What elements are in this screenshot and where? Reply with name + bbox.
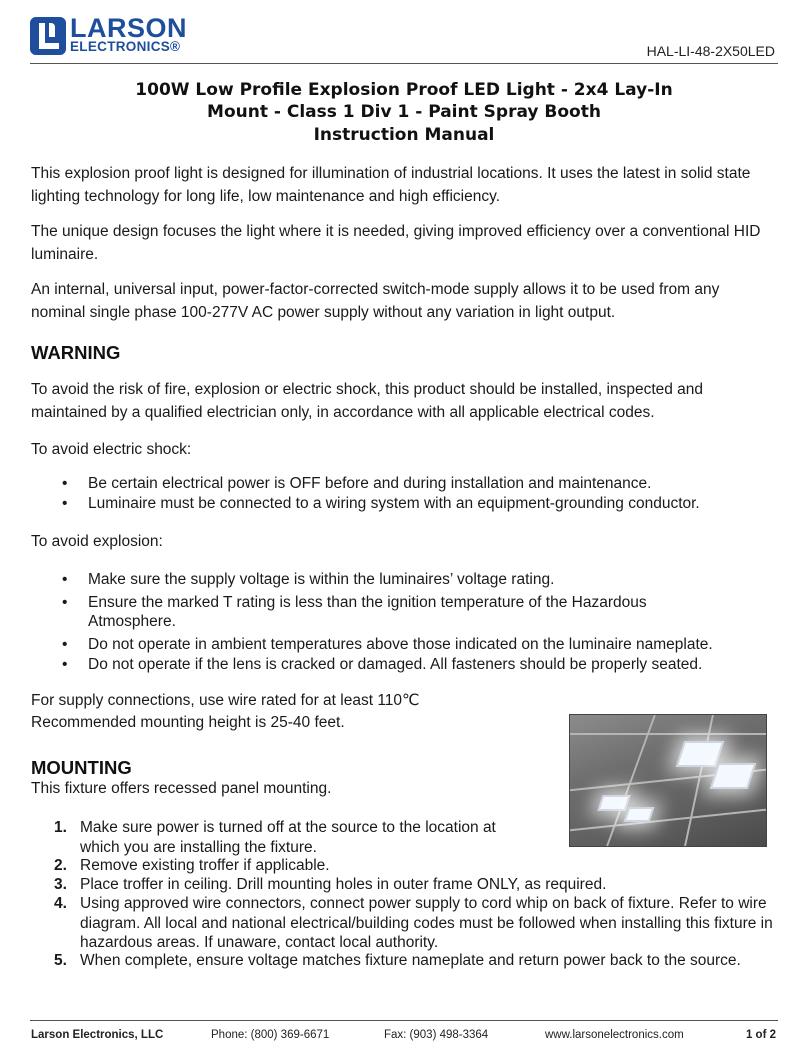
footer-phone: Phone: (800) 369-6671 (211, 1029, 330, 1041)
height-note: Recommended mounting height is 25-40 feet. (31, 714, 345, 731)
manual-page: LARSON ELECTRONICS® HAL-LI-48-2X50LED 100W Low Profile Explosion Proof LED Light - 2x4 Lay-In Mount - Class 1 Div 1 - Paint Spray Booth Instruction Manual This explosion proof light is designed for illumination of industrial locations. It uses the latest in solid state lighting technology for long life, low maintenance and high efficiency. The unique design focuses the light where it is needed, giving improved efficiency over a conventional HID luminaire. An internal, universal input, power-factor-corrected switch-mode supply allows it to be used from any nominal single phase 100-277V AC power supply without any variation in light output. WARNING To avoid the risk of fire, explosion or electric shock, this product should be installed, inspected and maintained by a qualified electrician only, in accordance with all applicable electrical codes. To avoid electric shock: • Be certain electrical power is OFF before and during installation and maintenance. • Luminaire must be connected to a wiring system with an equipment-grounding conductor. To avoid explosion: • Make sure the supply voltage is within the luminaires’ voltage rating. • Ensure the marked T rating is less than the ignition temperature of the Hazardous Atmosphere. • Do not operate in ambient temperatures above those indicated on the luminaire nameplate. • Do not operate if the lens is cracked or damaged. All fasteners should be properly seated. For supply connections, use wire rated for at least 110℃ Recommended mounting height is 25-40 feet. MOUNTING This fixture offers recessed panel mounting. 1. Make sure power is turned off at the source to the location at which you are installing the fixture. 2. Remove existing troffer if applicable. 3. Place troffer in ceiling. Drill mounting holes in outer frame ONLY, as required. 4. Using approved wire connectors, connect power supply to cord whip on back of fixture. Refer to wire diagram. All local and national electrical/building codes must be followed when installing this fixture in hazardous areas. If unaware, contact local authority. 5. When complete, ensure voltage matches fixture nameplate and return power back to the source. Larson Electronics, LLC Phone: (800) 369-6671 Fax: (903) 498-3364 www.larsonelectronics.com 1 of 2 (31, 13, 776, 1041)
mounting-intro: This fixture offers recessed panel mounting. (31, 780, 332, 797)
page-number: 1 of 2 (745, 1029, 776, 1041)
lamp-panel (624, 807, 655, 822)
footer-divider (30, 1020, 778, 1021)
intro-paragraph-2: The unique design focuses the light where it is needed, giving improved efficiency over a conventional HID luminaire. (31, 223, 761, 263)
intro-paragraph-3: An internal, universal input, power-factor-corrected switch-mode supply allows it to be used from any nominal single phase 100-277V AC power supply without any variation in light output. (31, 281, 720, 321)
explosion-label: To avoid explosion: (31, 533, 163, 550)
header-divider (30, 63, 778, 64)
logo-subtitle: ELECTRONICS® (70, 39, 181, 54)
title-line-2: Mount - Class 1 Div 1 - Paint Spray Booth (207, 102, 601, 122)
mounting-heading: MOUNTING (31, 757, 132, 778)
logo-badge-icon (30, 17, 66, 55)
larson-logo (30, 13, 200, 57)
footer-company: Larson Electronics, LLC (31, 1029, 164, 1041)
lamp-panel (597, 795, 630, 811)
warning-text: To avoid the risk of fire, explosion or electric shock, this product should be installed, inspected and maintained by a qualified electrician only, in accordance with all applicable electrical codes. (31, 381, 704, 421)
title-line-3: Instruction Manual (313, 125, 495, 145)
lamp-panel (710, 763, 756, 789)
footer-website: www.larsonelectronics.com (545, 1029, 684, 1041)
title-line-1: 100W Low Profile Explosion Proof LED Light - 2x4 Lay-In (135, 80, 673, 100)
footer-fax: Fax: (903) 498-3364 (384, 1029, 489, 1041)
supply-note: For supply connections, use wire rated for at least 110℃ (31, 692, 420, 709)
logo-name: LARSON (70, 13, 187, 43)
shock-label: To avoid electric shock: (31, 441, 192, 458)
installed-fixture-photo (569, 714, 767, 847)
warning-heading: WARNING (31, 342, 121, 363)
intro-paragraph-1: This explosion proof light is designed for illumination of industrial locations. It uses the latest in solid state lighting technology for long life, low maintenance and high efficiency. (31, 165, 751, 205)
document-id: HAL-LI-48-2X50LED (646, 43, 775, 59)
